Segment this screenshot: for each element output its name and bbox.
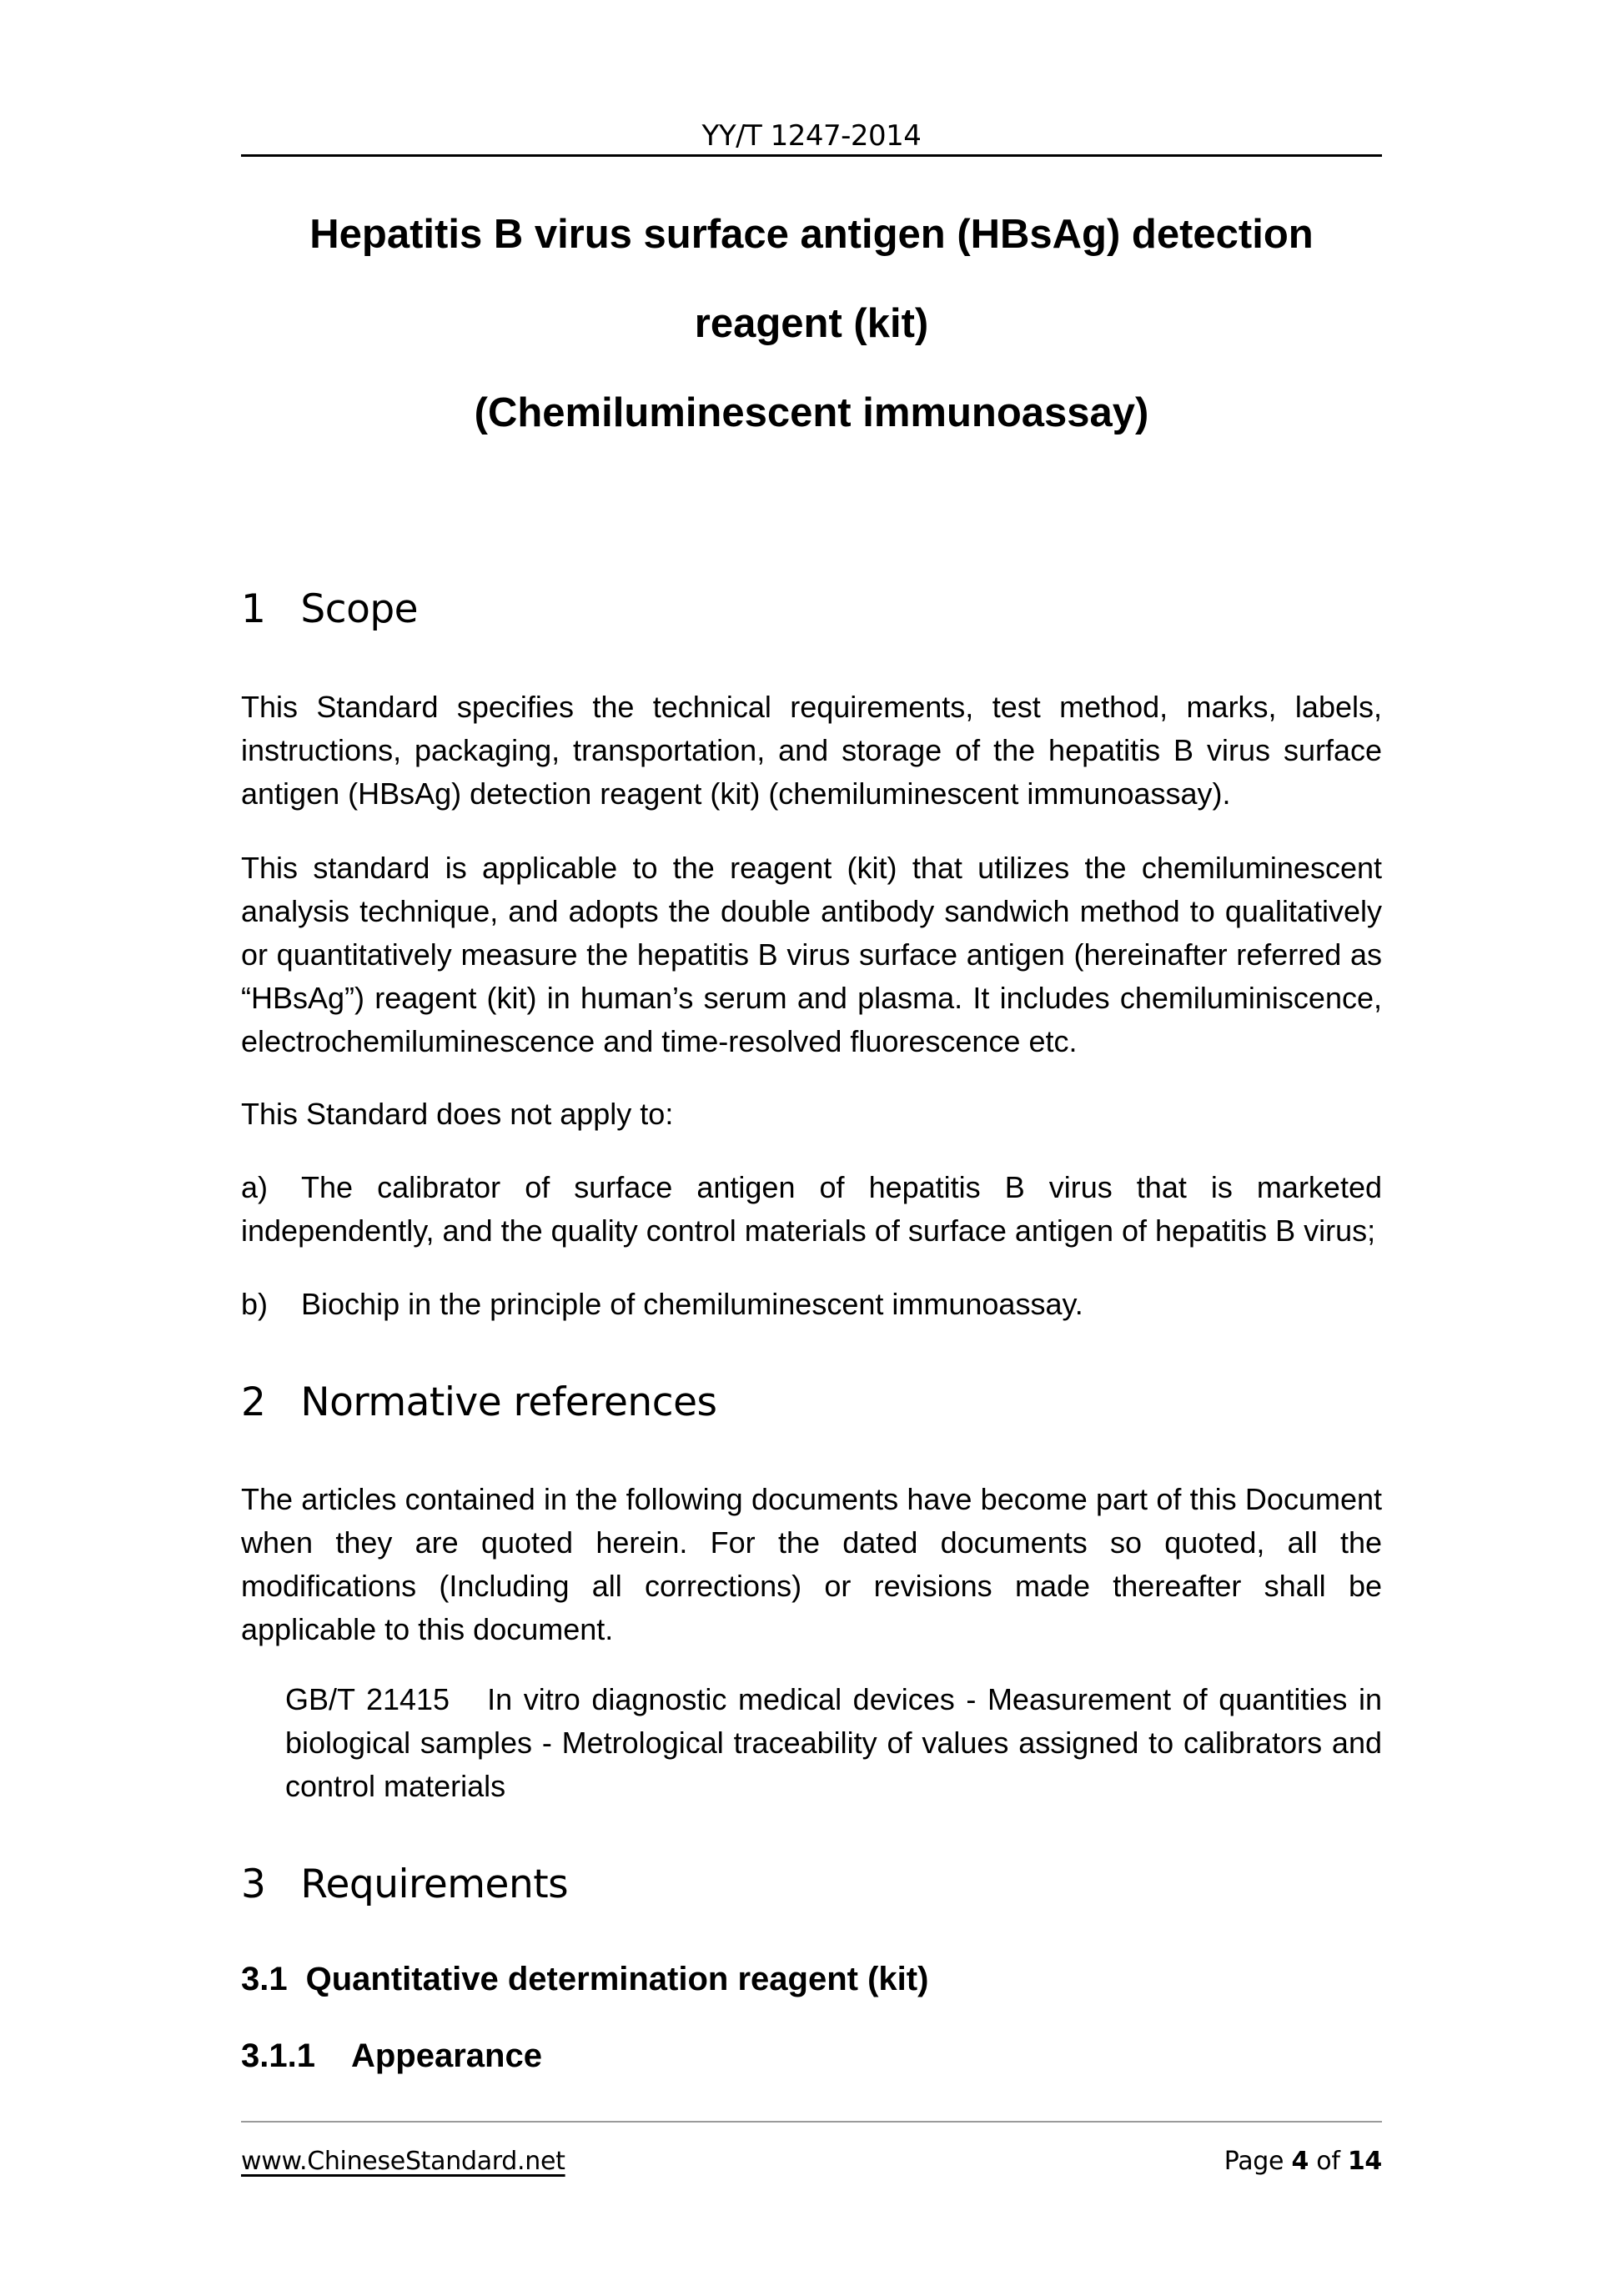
section-title: Scope [300,586,419,632]
subsection-heading-3-1 [241,1959,1382,1999]
subsection-number: 3.1 [241,1961,288,1997]
section-title: Requirements [300,1861,569,1907]
list-item-text: The calibrator of surface antigen of hepatitis B virus that is marketed independently, and the quality control materials of surface antigen of hepatitis B virus; [241,1170,1382,1248]
list-item-label: b) [241,1287,269,1321]
footer-rule [241,2121,1382,2123]
section-number: 2 [241,1379,266,1425]
tab-gap [450,1709,487,1710]
normative-reference-entry [241,1678,1382,1808]
scope-paragraph-2: This standard is applicable to the reagent (kit) that utilizes the chemiluminescent analysis technique, and adopts the double antibody sandwich method to qualitatively or quantitatively measure the hepatitis B virus surface antigen (hereinafter referred as “HBsAg”) reagent (kit) in human’s serum and plasma. It includes chemiluminiscence, electrochemiluminescence and time-resolved fluorescence etc. [241,851,1382,1058]
section-heading-normative-references [241,1379,1382,1426]
page-number-indicator [1224,2147,1382,2177]
page-word: Page [1224,2147,1284,2176]
subsection-number: 3.1.1 [241,2037,315,2074]
section-title: Normative references [300,1379,717,1425]
section-number: 1 [241,586,266,632]
subsection-title: Quantitative determination reagent (kit) [305,1961,929,1997]
reference-text: In vitro diagnostic medical devices - Measurement of quantities in biological samples - Metrological traceability of values assigned to calibrators and control materials [285,1682,1382,1803]
of-word: of [1316,2147,1340,2176]
title-line-3: (Chemiluminescent immunoassay) [474,390,1149,435]
list-item-label: a) [241,1170,269,1204]
tab-gap [268,1197,301,1198]
normative-paragraph-1: The articles contained in the following documents have become part of this Document when they are quoted herein. For the dated documents so quoted, all the modifications (Including all corrections) or revisions made thereafter shall be applicable to this document. [241,1482,1382,1646]
section-number: 3 [241,1861,266,1907]
running-header-standard-code: YY/T 1247-2014 [701,119,922,153]
title-line-1: Hepatitis B virus surface antigen (HBsAg) detection [309,212,1314,257]
scope-paragraph-1: This Standard specifies the technical requirements, test method, marks, labels, instructions, packaging, transportation, and storage of the hepatitis B virus surface antigen (HBsAg) detection reagent (kit) (chemiluminescent immunoassay). [241,690,1382,811]
section-heading-requirements [241,1861,1382,1908]
subsection-heading-3-1-1 [241,2036,1382,2076]
scope-list-item-a [241,1166,1382,1253]
total-page-count: 14 [1347,2147,1382,2176]
list-item-text: Biochip in the principle of chemiluminescent immunoassay. [301,1287,1083,1321]
section-heading-scope [241,586,1382,633]
scope-list-item-b [241,1283,1382,1326]
page-footer [241,2147,1382,2177]
document-title [241,190,1382,458]
subsection-title: Appearance [350,2037,542,2074]
current-page-number: 4 [1291,2147,1309,2176]
website-link[interactable]: www.ChineseStandard.net [241,2147,565,2176]
header-rule [241,154,1382,157]
title-line-2: reagent (kit) [694,301,929,346]
reference-code: GB/T 21415 [285,1682,450,1716]
scope-paragraph-3: This Standard does not apply to: [241,1097,674,1131]
